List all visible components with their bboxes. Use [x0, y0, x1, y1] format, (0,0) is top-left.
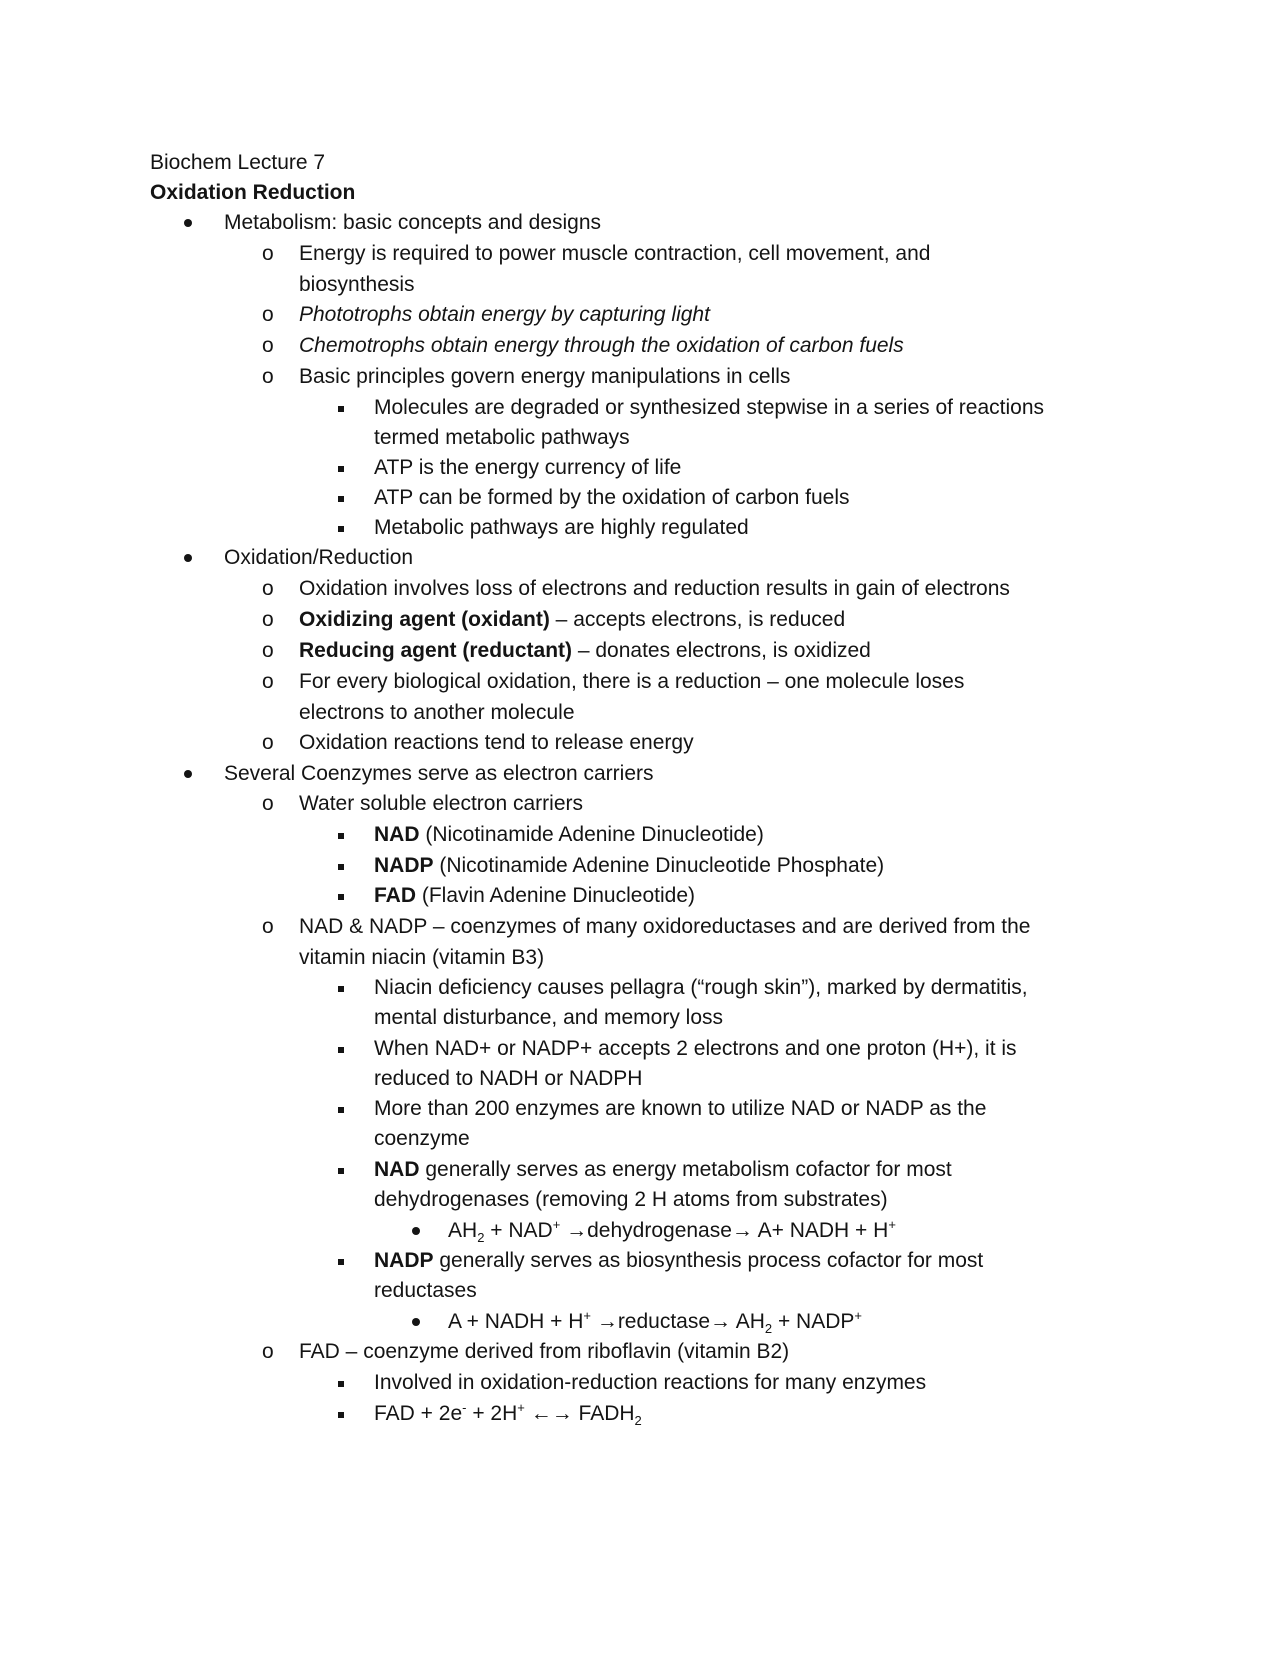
list-item-continuation: biosynthesis: [299, 273, 415, 296]
equation-part: →dehydrogenase→ A+ NADH + H: [560, 1219, 889, 1242]
list-item: [374, 820, 764, 850]
list-item-continuation: termed metabolic pathways: [374, 426, 630, 449]
bullet-square: [338, 1399, 344, 1429]
bullet-square: [338, 453, 344, 483]
bullet-square: [338, 851, 344, 881]
equation-fad: [374, 1399, 642, 1429]
bullet-circle: o: [262, 303, 274, 326]
bullet-circle: o: [262, 639, 274, 662]
equation-subscript: 2: [634, 1413, 642, 1429]
bullet-circle: o: [262, 608, 274, 631]
term-definition: – donates electrons, is oxidized: [572, 639, 871, 662]
term-definition: (Nicotinamide Adenine Dinucleotide): [419, 823, 764, 846]
section-coenzymes-heading: Several Coenzymes serve as electron carriers: [224, 762, 654, 785]
equation-subscript: 2: [764, 1321, 773, 1337]
list-item: Metabolic pathways are highly regulated: [374, 516, 749, 539]
bullet-disc: [184, 543, 192, 573]
bullet-square: [338, 393, 344, 423]
list-item: [299, 636, 871, 666]
bullet-circle: o: [262, 792, 274, 815]
equation-superscript: +: [854, 1308, 862, 1323]
term-reducing-agent: Reducing agent (reductant): [299, 639, 573, 662]
list-item: [374, 1246, 983, 1276]
term-nadp: NADP: [374, 854, 434, 877]
list-item: [299, 605, 845, 635]
term-definition: generally serves as biosynthesis process cofactor for most: [433, 1249, 984, 1272]
list-item-continuation: mental disturbance, and memory loss: [374, 1006, 723, 1029]
list-item-continuation: electrons to another molecule: [299, 701, 575, 724]
equation-part: A + NADH + H: [448, 1310, 584, 1333]
list-item: Energy is required to power muscle contraction, cell movement, and: [299, 242, 931, 265]
bullet-circle: o: [262, 334, 274, 357]
bullet-circle: o: [262, 577, 274, 600]
bullet-square: [338, 513, 344, 543]
list-item-continuation: coenzyme: [374, 1127, 470, 1150]
term-oxidizing-agent: Oxidizing agent (oxidant): [299, 608, 550, 631]
bullet-square: [338, 973, 344, 1003]
term-definition: generally serves as energy metabolism cofactor for most: [419, 1158, 952, 1181]
term-nad: NAD: [374, 1158, 420, 1181]
list-item-continuation: vitamin niacin (vitamin B3): [299, 946, 545, 969]
list-item: ATP is the energy currency of life: [374, 456, 682, 479]
list-item: NAD & NADP – coenzymes of many oxidoreductases and are derived from the: [299, 915, 1031, 938]
term-definition: – accepts electrons, is reduced: [549, 608, 846, 631]
bullet-square: [338, 1094, 344, 1124]
equation-part: →reductase→ AH: [590, 1310, 765, 1333]
list-item-continuation: reduced to NADH or NADPH: [374, 1067, 643, 1090]
equation-part: FAD + 2e: [374, 1402, 463, 1425]
section-redox-heading: Oxidation/Reduction: [224, 546, 414, 569]
equation-reductase: [448, 1307, 862, 1337]
list-item: [374, 1155, 952, 1185]
bullet-square: [338, 1155, 344, 1185]
equation-part: + NAD: [484, 1219, 553, 1242]
equation-superscript: -: [462, 1400, 467, 1415]
equation-part: + 2H: [466, 1402, 518, 1425]
term-nad: NAD: [374, 823, 420, 846]
list-item: Involved in oxidation-reduction reactions for many enzymes: [374, 1371, 927, 1394]
list-item: More than 200 enzymes are known to utilize NAD or NADP as the: [374, 1097, 987, 1120]
equation-part: AH: [448, 1219, 478, 1242]
list-item: Phototrophs obtain energy by capturing light: [299, 303, 710, 326]
list-item-continuation: dehydrogenases (removing 2 H atoms from substrates): [374, 1188, 888, 1211]
term-fad: FAD: [374, 884, 416, 907]
list-item: Basic principles govern energy manipulations in cells: [299, 365, 791, 388]
term-definition: (Nicotinamide Adenine Dinucleotide Phosphate): [433, 854, 885, 877]
bullet-square: [338, 881, 344, 911]
equation-part: ←→ FADH: [524, 1402, 635, 1425]
equation-superscript: +: [517, 1400, 525, 1415]
document-title: Biochem Lecture 7: [150, 151, 326, 174]
bullet-disc: [184, 759, 192, 789]
bullet-circle: o: [262, 1340, 274, 1363]
bullet-square: [338, 1034, 344, 1064]
equation-dehydrogenase: [448, 1216, 896, 1246]
list-item: Water soluble electron carriers: [299, 792, 583, 815]
list-item: Chemotrophs obtain energy through the oxidation of carbon fuels: [299, 334, 904, 357]
list-item: For every biological oxidation, there is a reduction – one molecule loses: [299, 670, 965, 693]
bullet-square: [338, 820, 344, 850]
list-item: [374, 881, 695, 911]
list-item: ATP can be formed by the oxidation of carbon fuels: [374, 486, 850, 509]
list-item: [374, 851, 884, 881]
bullet-disc: [412, 1216, 420, 1246]
bullet-circle: o: [262, 915, 274, 938]
bullet-square: [338, 483, 344, 513]
bullet-circle: o: [262, 670, 274, 693]
list-item: Niacin deficiency causes pellagra (“rough skin”), marked by dermatitis,: [374, 976, 1028, 999]
list-item: Oxidation reactions tend to release energy: [299, 731, 694, 754]
list-item: Oxidation involves loss of electrons and reduction results in gain of electrons: [299, 577, 1010, 600]
term-definition: (Flavin Adenine Dinucleotide): [416, 884, 695, 907]
bullet-circle: o: [262, 731, 274, 754]
term-nadp: NADP: [374, 1249, 434, 1272]
list-item: Molecules are degraded or synthesized stepwise in a series of reactions: [374, 396, 1045, 419]
list-item: FAD – coenzyme derived from riboflavin (vitamin B2): [299, 1340, 790, 1363]
equation-superscript: +: [583, 1308, 591, 1323]
equation-part: + NADP: [772, 1310, 855, 1333]
bullet-circle: o: [262, 242, 274, 265]
list-item: When NAD+ or NADP+ accepts 2 electrons and one proton (H+), it is: [374, 1037, 1017, 1060]
bullet-square: [338, 1246, 344, 1276]
bullet-disc: [184, 208, 192, 238]
list-item-continuation: reductases: [374, 1279, 477, 1302]
equation-superscript: +: [552, 1217, 561, 1232]
section-metabolism-heading: Metabolism: basic concepts and designs: [224, 211, 602, 234]
document-subtitle: Oxidation Reduction: [150, 181, 356, 204]
bullet-disc: [412, 1307, 420, 1337]
equation-superscript: +: [888, 1217, 896, 1232]
bullet-square: [338, 1368, 344, 1398]
bullet-circle: o: [262, 365, 274, 388]
equation-subscript: 2: [477, 1230, 485, 1246]
